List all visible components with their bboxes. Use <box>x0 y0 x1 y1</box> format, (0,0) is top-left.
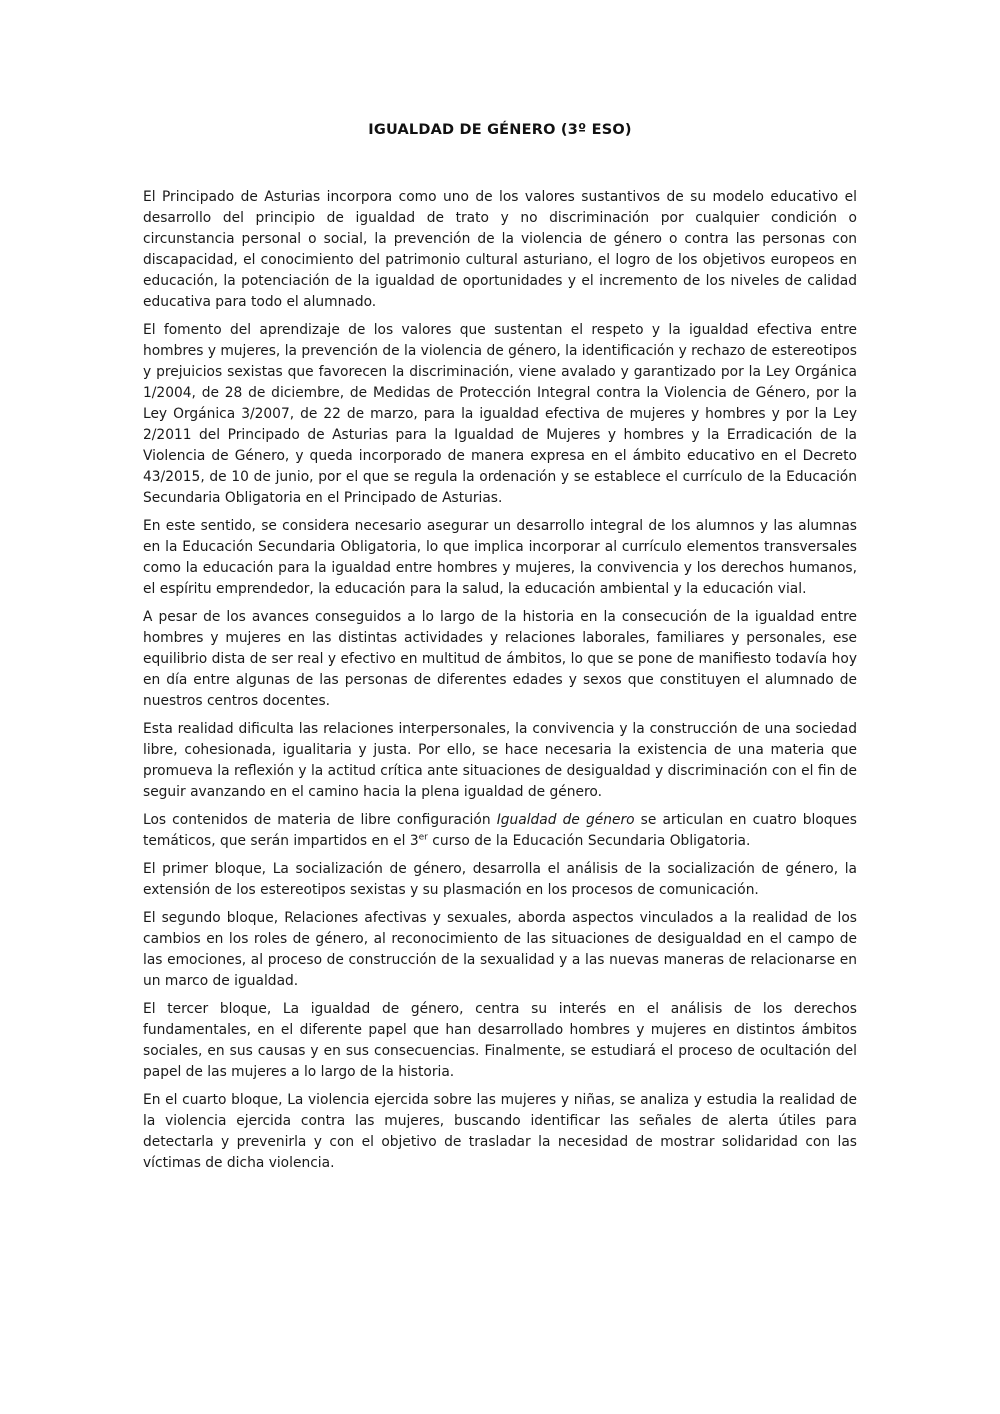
document-body <box>143 187 857 1174</box>
paragraph <box>143 810 857 852</box>
paragraph <box>143 516 857 600</box>
text-segment: Esta realidad dificulta las relaciones interpersonales, la convivencia y la construcción de una sociedad libre, cohesionada, igualitaria y justa. Por ello, se hace necesaria la existencia de una materia que promueva la reflexión y la actitud crítica ante situaciones de desigualdad y discriminación con el fin de seguir avanzando en el camino hacia la plena igualdad de género. <box>143 721 857 800</box>
text-segment: El tercer bloque, La igualdad de género, centra su interés en el análisis de los derechos fundamentales, en el diferente papel que han desarrollado hombres y mujeres en distintos ámbitos sociales, en sus causas y en sus consecuencias. Finalmente, se estudiará el proceso de ocultación del papel de las mujeres a lo largo de la historia. <box>143 1001 857 1080</box>
text-segment: se articulan en cuatro bloques temáticos, que serán impartidos en el 3 <box>143 812 857 849</box>
text-segment: El primer bloque, La socialización de género, desarrolla el análisis de la socialización de género, la extensión de los estereotipos sexistas y su plasmación en los procesos de comunicación. <box>143 861 857 898</box>
paragraph <box>143 1090 857 1174</box>
paragraph <box>143 908 857 992</box>
text-segment: curso de la Educación Secundaria Obligatoria. <box>427 833 751 849</box>
paragraph <box>143 320 857 509</box>
text-segment: er <box>418 832 428 843</box>
document-title: IGUALDAD DE GÉNERO (3º ESO) <box>368 122 632 138</box>
paragraph <box>143 187 857 313</box>
text-segment: Igualdad de género <box>496 812 635 828</box>
paragraph <box>143 999 857 1083</box>
text-segment: A pesar de los avances conseguidos a lo largo de la historia en la consecución de la igualdad entre hombres y mujeres en las distintas actividades y relaciones laborales, familiares y personales, ese equilibrio dista de ser real y efectivo en multitud de ámbitos, lo que se pone de manifiesto todavía hoy en día entre algunas de las personas de diferentes edades y sexos que constituyen el alumnado de nuestros centros docentes. <box>143 609 857 709</box>
paragraph <box>143 607 857 712</box>
text-segment: En el cuarto bloque, La violencia ejercida sobre las mujeres y niñas, se analiza y estudia la realidad de la violencia ejercida contra las mujeres, buscando identificar las señales de alerta útiles para detectarla y prevenirla y con el objetivo de trasladar la necesidad de mostrar solidaridad con las víctimas de dicha violencia. <box>143 1092 857 1171</box>
paragraph <box>143 859 857 901</box>
text-segment: En este sentido, se considera necesario asegurar un desarrollo integral de los alumnos y las alumnas en la Educación Secundaria Obligatoria, lo que implica incorporar al currículo elementos transversales como la educación para la igualdad entre hombres y mujeres, la convivencia y los derechos humanos, el espíritu emprendedor, la educación para la salud, la educación ambiental y la educación vial. <box>143 518 857 597</box>
text-segment: El segundo bloque, Relaciones afectivas y sexuales, aborda aspectos vinculados a la realidad de los cambios en los roles de género, al reconocimiento de las situaciones de desigualdad en el campo de las emociones, al proceso de construcción de la sexualidad y a las nuevas maneras de relacionarse en un marco de igualdad. <box>143 910 857 989</box>
text-segment: Los contenidos de materia de libre configuración <box>143 812 497 828</box>
paragraph <box>143 719 857 803</box>
text-segment: El Principado de Asturias incorpora como uno de los valores sustantivos de su modelo educativo el desarrollo del principio de igualdad de trato y no discriminación por cualquier condición o circunstancia personal o social, la prevención de la violencia de género o contra las personas con discapacidad, el conocimiento del patrimonio cultural asturiano, el logro de los objetivos europeos en educación, la potenciación de la igualdad de oportunidades y el incremento de los niveles de calidad educativa para todo el alumnado. <box>143 189 857 310</box>
text-segment: El fomento del aprendizaje de los valores que sustentan el respeto y la igualdad efectiva entre hombres y mujeres, la prevención de la violencia de género, la identificación y rechazo de estereotipos y prejuicios sexistas que favorecen la discriminación, viene avalado y garantizado por la Ley Orgánica 1/2004, de 28 de diciembre, de Medidas de Protección Integral contra la Violencia de Género, por la Ley Orgánica 3/2007, de 22 de marzo, para la igualdad efectiva de mujeres y hombres y por la Ley 2/2011 del Principado de Asturias para la Igualdad de Mujeres y hombres y la Erradicación de la Violencia de Género, y queda incorporado de manera expresa en el ámbito educativo en el Decreto 43/2015, de 10 de junio, por el que se regula la ordenación y se establece el currículo de la Educación Secundaria Obligatoria en el Principado de Asturias. <box>143 322 857 506</box>
